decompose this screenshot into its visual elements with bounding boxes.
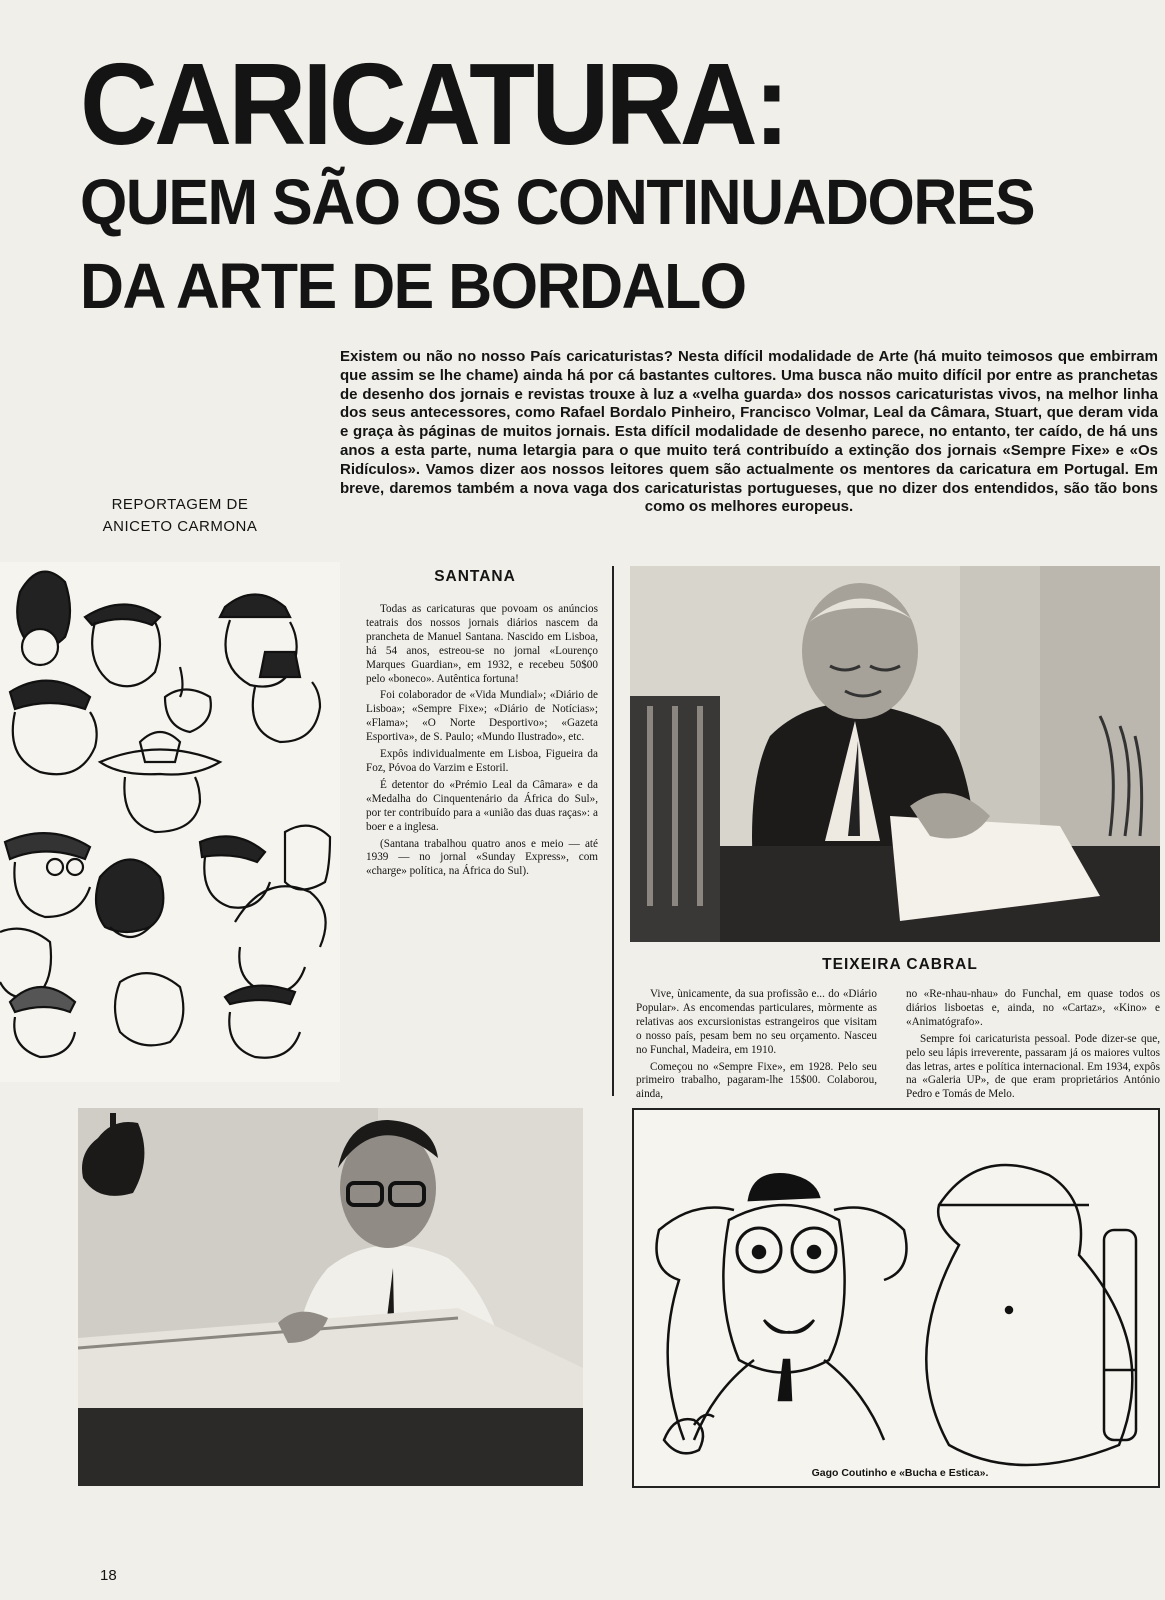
teixeira-paragraph: Sempre foi caricaturista pessoal. Pode dizer-se que, pelo seu lápis irreverente, passaram já os maiores vultos das letras, artes e política internacional. Em 1934, expôs na «Galeria UP», de que eram proprietários António Pedro e Tomás de Melo. — [906, 1032, 1160, 1101]
gago-coutinho-bucha-estica-illustration — [632, 1108, 1160, 1488]
byline-line-2: ANICETO CARMONA — [102, 518, 258, 535]
byline-line-1: REPORTAGEM DE — [111, 496, 249, 513]
santana-paragraph: Foi colaborador de «Vida Mundial»; «Diário de Lisboa»; «Sempre Fixe»; «Diário de Notícias»; «Flama»; «O Norte Desportivo»; «Gazeta Esportiva», de S. Paulo; «Mundo Ilustrado», etc. — [366, 689, 598, 744]
cartoon-drawing — [634, 1110, 1158, 1486]
page-number: 18 — [100, 1567, 117, 1584]
column-rule — [612, 566, 614, 1096]
teixeira-cabral-photo-image — [630, 566, 1160, 942]
byline — [75, 494, 285, 538]
santana-paragraph: Expôs individualmente em Lisboa, Figueira da Foz, Póvoa do Varzim e Estoril. — [366, 748, 598, 774]
teixeira-cabral-photo — [630, 566, 1160, 942]
teixeira-paragraph: Começou no «Sempre Fixe», em 1928. Pelo seu primeiro trabalho, pagaram-lhe 15$00. Colaborou, ainda, — [636, 1060, 877, 1101]
teixeira-paragraph: Vive, ùnicamente, da sua profissão e... do «Diário Popular». As encomendas particulares, mòrmente as relativas aos excursionistas estrangeiros que visitam o nosso país, pesam bem no seu orçamento. Nasceu no Funchal, Madeira, em 1910. — [636, 988, 877, 1056]
intro-paragraph: Existem ou não no nosso País caricaturistas? Nesta difícil modalidade de Arte (há muito teimosos que embirram que assim se lhe chame) ainda há por cá bastantes cultores. Uma busca não muito difícil por entre as pranchetas de desenho dos jornais e revistas trouxe à luz a «velha guarda» dos nossos caricaturistas vivos, na melhor linha dos seus antecessores, como Rafael Bordalo Pinheiro, Francisco Volmar, Leal da Câmara, Stuart, que deram vida e graça às páginas de muitos jornais. Esta difícil modalidade de desenho parece, no entanto, ter caído, de há uns anos a esta parte, numa letargia para o que muito terá contribuído a extinção dos jornais «Sempre Fixe» e «Os Ridículos». Vamos dizer aos nossos leitores quem são actualmente os mentores da caricatura em Portugal. Em breve, daremos também a nova vaga dos caricaturistas portugueses, que no dizer dos entendidos, são tão bons como os melhores europeus. — [340, 348, 1158, 516]
caricatures-illustration — [0, 562, 340, 1082]
santana-heading: SANTANA — [434, 568, 516, 585]
santana-paragraph: (Santana trabalhou quatro anos e meio — até 1939 — no jornal «Sunday Express», com «charge» política, na África do Sul). — [366, 837, 598, 878]
teixeira-column-1 — [636, 988, 877, 1105]
santana-paragraph: Todas as caricaturas que povoam os anúncios teatrais dos nossos jornais diários nascem da prancheta de Manuel Santana. Nascido em Lisboa, há 54 anos, estreou-se no jornal «Lourenço Marques Guardian», em 1932, e recebeu 50$00 pelo «boneco». Autêntica fortuna! — [366, 603, 598, 685]
santana-photo-image — [78, 1108, 583, 1486]
santana-column — [366, 603, 598, 882]
santana-photo — [78, 1108, 583, 1486]
teixeira-paragraph: no «Re-nhau-nhau» do Funchal, em quase todos os diários lisboetas e, ainda, no «Cartaz», «Kino» e «Animatógrafo». — [906, 988, 1160, 1028]
teixeira-cabral-heading: TEIXEIRA CABRAL — [822, 956, 978, 973]
illustration-caption: Gago Coutinho e «Bucha e Estica». — [811, 1467, 989, 1479]
headline-line-3: DA ARTE DE BORDALO — [80, 250, 746, 322]
santana-paragraph: É detentor do «Prémio Leal da Câmara» e da «Medalha do Cinquentenário da África do Sul», por ter contribuído para a «união das duas raças»: a boer e a inglesa. — [366, 778, 598, 833]
headline-line-2: QUEM SÃO OS CONTINUADORES — [80, 166, 1035, 238]
caricature-faces-drawing — [0, 562, 340, 1082]
headline-line-1: CARICATURA: — [80, 39, 787, 169]
teixeira-column-2 — [906, 988, 1160, 1105]
headline — [80, 39, 1160, 328]
